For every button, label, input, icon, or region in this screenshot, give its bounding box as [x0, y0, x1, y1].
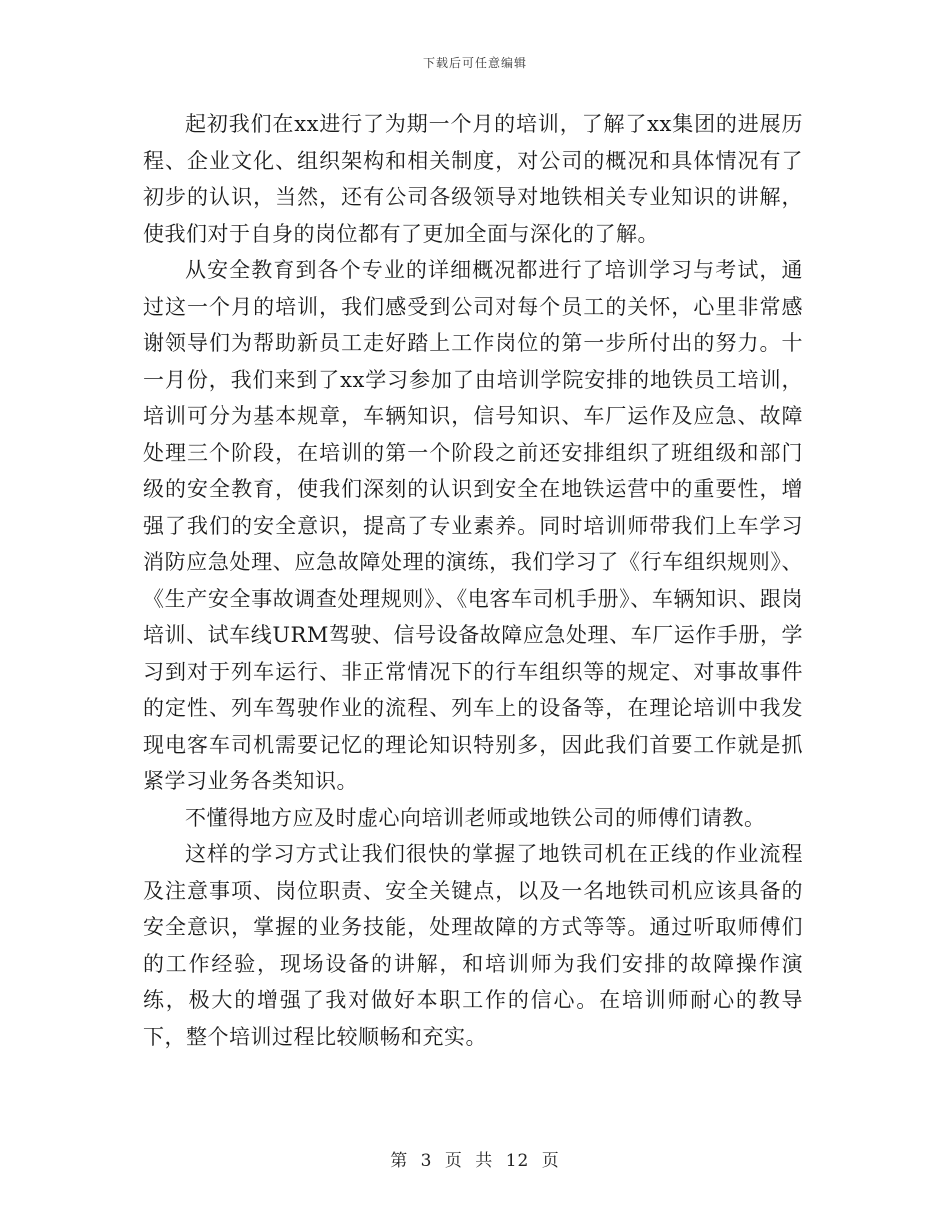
paragraph-3: 不懂得地方应及时虚心向培训老师或地铁公司的师傅们请教。 [185, 805, 766, 830]
footer-middle: 页 共 [444, 1151, 494, 1171]
footer-current-page: 3 [420, 1151, 433, 1171]
footer-prefix: 第 [390, 1151, 409, 1171]
paragraph-2: 从安全教育到各个专业的详细概况都进行了培训学习与考试，通过这一个月的培训，我们感受到公司对每个员工的关怀，心里非常感谢领导们为帮助新员工走好踏上工作岗位的第一步所付出的努力。十一月份，我们来到了xx学习参加了由培训学院安排的地铁员工培训，培训可分为基本规章，车辆知识，信号知识、车厂运作及应急、故障处理三个阶段，在培训的第一个阶段之前还安排组织了班组级和部门级的安全教育，使我们深刻的认识到安全在地铁运营中的重要性，增强了我们的安全意识，提高了专业素养。同时培训师带我们上车学习消防应急处理、应急故障处理的演练，我们学习了《行车组织规则》、《生产安全事故调查处理规则》、《电客车司机手册》、车辆知识、跟岗培训、试车线URM驾驶、信号设备故障应急处理、车厂运作手册，学习到对于列车运行、非正常情况下的行车组织等的规定、对事故事件的定性、列车驾驶作业的流程、列车上的设备等，在理论培训中我发现电客车司机需要记忆的理论知识特别多，因此我们首要工作就是抓紧学习业务各类知识。 [143, 258, 803, 793]
page-footer [0, 1146, 950, 1171]
document-body [143, 106, 803, 1055]
paragraph-1: 起初我们在xx进行了为期一个月的培训，了解了xx集团的进展历程、企业文化、组织架构和相关制度，对公司的概况和具体情况有了初步的认识，当然，还有公司各级领导对地铁相关专业知识的讲解，使我们对于自身的岗位都有了更加全面与深化的了解。 [143, 112, 803, 246]
header-note: 下载后可任意编辑 [422, 56, 527, 70]
paragraph-4: 这样的学习方式让我们很快的掌握了地铁司机在正线的作业流程及注意事项、岗位职责、安全关键点，以及一名地铁司机应该具备的安全意识，掌握的业务技能，处理故障的方式等等。通过听取师傅们的工作经验，现场设备的讲解，和培训师为我们安排的故障操作演练，极大的增强了我对做好本职工作的信心。在培训师耐心的教导下，整个培训过程比较顺畅和充实。 [143, 842, 803, 1049]
footer-suffix: 页 [541, 1151, 560, 1171]
footer-total-pages: 12 [505, 1151, 530, 1171]
